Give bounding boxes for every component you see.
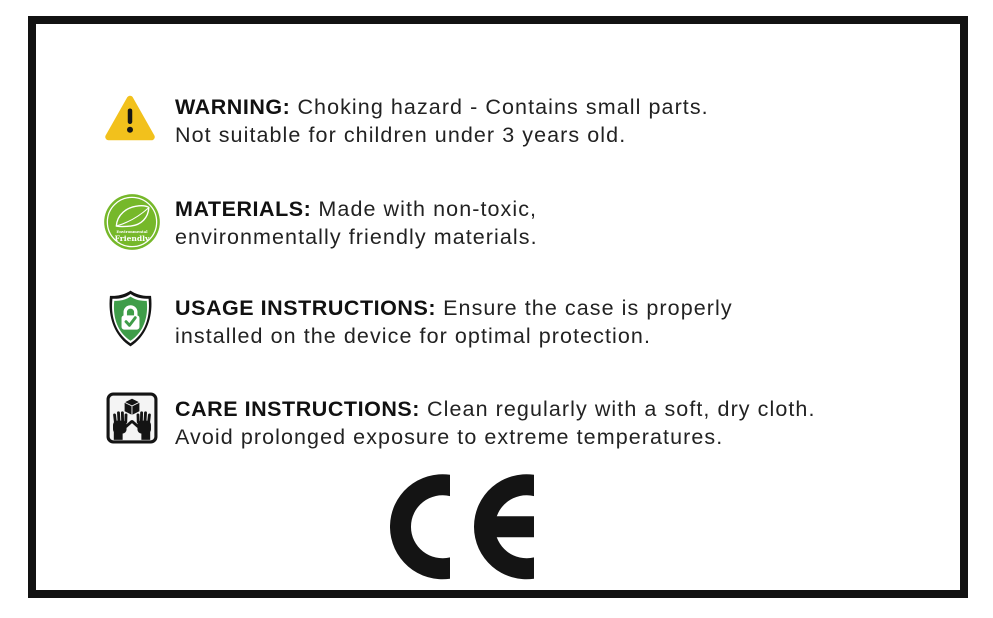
warning-line1: WARNING: Choking hazard - Contains small parts. <box>175 95 709 119</box>
cube-icon <box>124 398 140 415</box>
eco-badge-text-small: Environmental <box>116 229 148 235</box>
eco-badge-text-large: Friendly <box>114 234 150 244</box>
handle-with-care-icon <box>106 392 158 444</box>
materials-line2: environmentally friendly materials. <box>175 225 538 249</box>
ce-mark-icon <box>390 474 534 580</box>
materials-line1: MATERIALS: Made with non-toxic, <box>175 197 538 221</box>
materials-label: MATERIALS: <box>175 197 312 221</box>
warning-triangle-icon <box>105 95 155 142</box>
ce-letter-e <box>474 474 534 579</box>
ce-letter-c <box>390 474 450 579</box>
eco-friendly-badge-icon <box>103 193 161 251</box>
warning-section-text <box>175 93 709 149</box>
materials-section-text <box>175 195 538 251</box>
care-section-text <box>175 395 816 451</box>
warning-label: WARNING: <box>175 95 291 119</box>
care-label: CARE INSTRUCTIONS: <box>175 397 420 421</box>
care-line1: CARE INSTRUCTIONS: Clean regularly with a soft, dry cloth. <box>175 397 816 421</box>
shield-padlock-icon <box>104 289 157 348</box>
warning-line2: Not suitable for children under 3 years old. <box>175 123 627 147</box>
care-line2: Avoid prolonged exposure to extreme temperatures. <box>175 425 724 449</box>
usage-line1: USAGE INSTRUCTIONS: Ensure the case is properly <box>175 296 733 320</box>
usage-line2: installed on the device for optimal protection. <box>175 324 651 348</box>
exclamation-bar <box>128 109 133 125</box>
usage-label: USAGE INSTRUCTIONS: <box>175 296 437 320</box>
usage-section-text <box>175 294 733 350</box>
exclamation-dot <box>127 127 133 133</box>
